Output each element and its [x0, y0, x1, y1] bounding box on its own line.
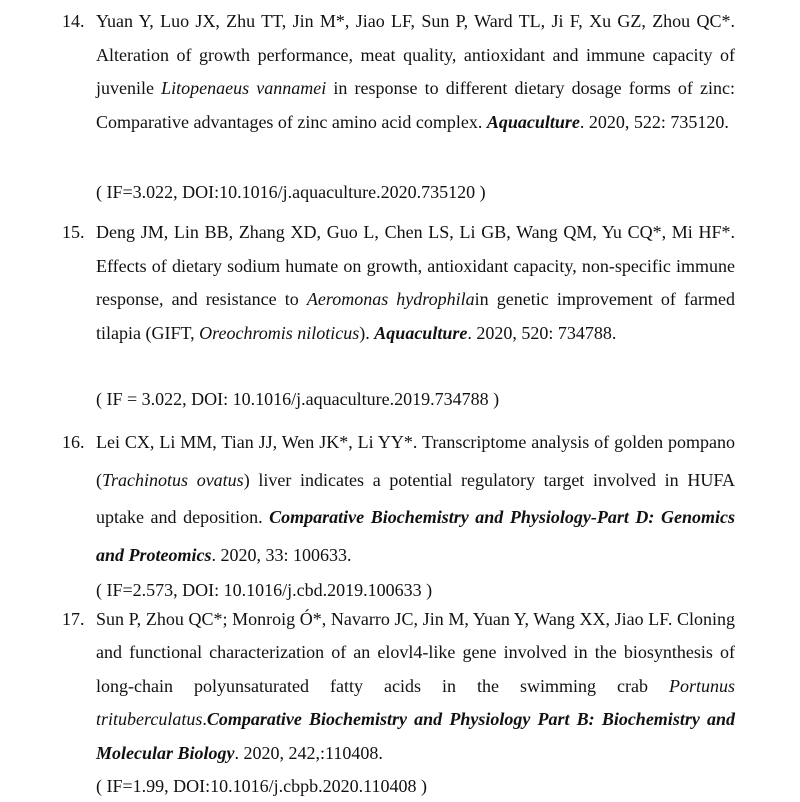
species-name: Trachinotus ovatus: [102, 469, 244, 490]
reference-text: [96, 603, 735, 770]
reference-citation: . 2020, 33: 100633.: [211, 545, 352, 566]
reference-text-continued: in genetic improvement of farmed tilapia (GIFT,: [96, 289, 735, 344]
reference-text: [96, 5, 735, 140]
impact-factor-doi: ( IF=1.99, DOI:10.1016/j.cbpb.2020.110408 ): [96, 776, 427, 796]
reference-citation: . 2020, 520: 734788.: [467, 323, 617, 344]
reference-citation: . 2020, 242,:110408.: [234, 742, 383, 763]
reference-authors-title: Lei CX, Li MM, Tian JJ, Wen JK*, Li YY*. Transcriptome analysis of golden pompano (: [96, 432, 735, 490]
species-name: Aeromonas hydrophila: [306, 289, 475, 310]
impact-factor-doi: ( IF=3.022, DOI:10.1016/j.aquaculture.2020.735120 ): [96, 182, 486, 202]
reference-number: 16.: [62, 432, 85, 452]
journal-name: Comparative Biochemistry and Physiology-Part D: Genomics and Proteomics: [96, 507, 735, 566]
reference-authors-title: Yuan Y, Luo JX, Zhu TT, Jin M*, Jiao LF, Sun P, Ward TL, Ji F, Xu GZ, Zhou QC*. Alteration of growth performance, meat quality, antioxidant and immune capacity of juvenile: [96, 11, 735, 99]
reference-number: 17.: [62, 609, 85, 629]
species-name: Oreochromis niloticus: [199, 323, 360, 344]
journal-name: Comparative Biochemistry and Physiology Part B: Biochemistry and Molecular Biology: [96, 709, 735, 763]
reference-text: [96, 216, 735, 351]
reference-number: 14.: [62, 11, 85, 31]
reference-text-continued: .: [202, 709, 207, 730]
impact-factor-doi: ( IF = 3.022, DOI: 10.1016/j.aquaculture.2019.734788 ): [96, 389, 500, 409]
reference-authors-title: Sun P, Zhou QC*; Monroig Ó*, Navarro JC, Jin M, Yuan Y, Wang XX, Jiao LF. Cloning and functional characterization of an elovl4-like gene involved in the biosynthesis of long-chain polyunsaturated fatty acids in the swimming crab: [96, 609, 735, 696]
reference-text-continued: ) liver indicates a potential regulatory target involved in HUFA uptake and deposition.: [96, 469, 736, 528]
impact-factor-doi: ( IF=2.573, DOI: 10.1016/j.cbd.2019.100633 ): [96, 580, 433, 600]
journal-name: Aquaculture: [486, 112, 580, 133]
reference-citation: . 2020, 522: 735120.: [579, 112, 729, 133]
species-name: Portunus trituberculatus: [96, 675, 735, 730]
journal-name: Aquaculture: [374, 323, 468, 344]
reference-authors-title: Deng JM, Lin BB, Zhang XD, Guo L, Chen LS, Li GB, Wang QM, Yu CQ*, Mi HF*. Effects of dietary sodium humate on growth, antioxidant capacity, non-specific immune response, and resistance to: [96, 222, 735, 310]
reference-number: 15.: [62, 222, 85, 242]
reference-text-continued: ).: [359, 323, 375, 344]
reference-text: [96, 424, 735, 575]
species-name: Litopenaeus vannamei: [161, 78, 327, 99]
reference-text-continued: in response to different dietary dosage forms of zinc: Comparative advantages of zinc amino acid complex.: [96, 78, 735, 133]
